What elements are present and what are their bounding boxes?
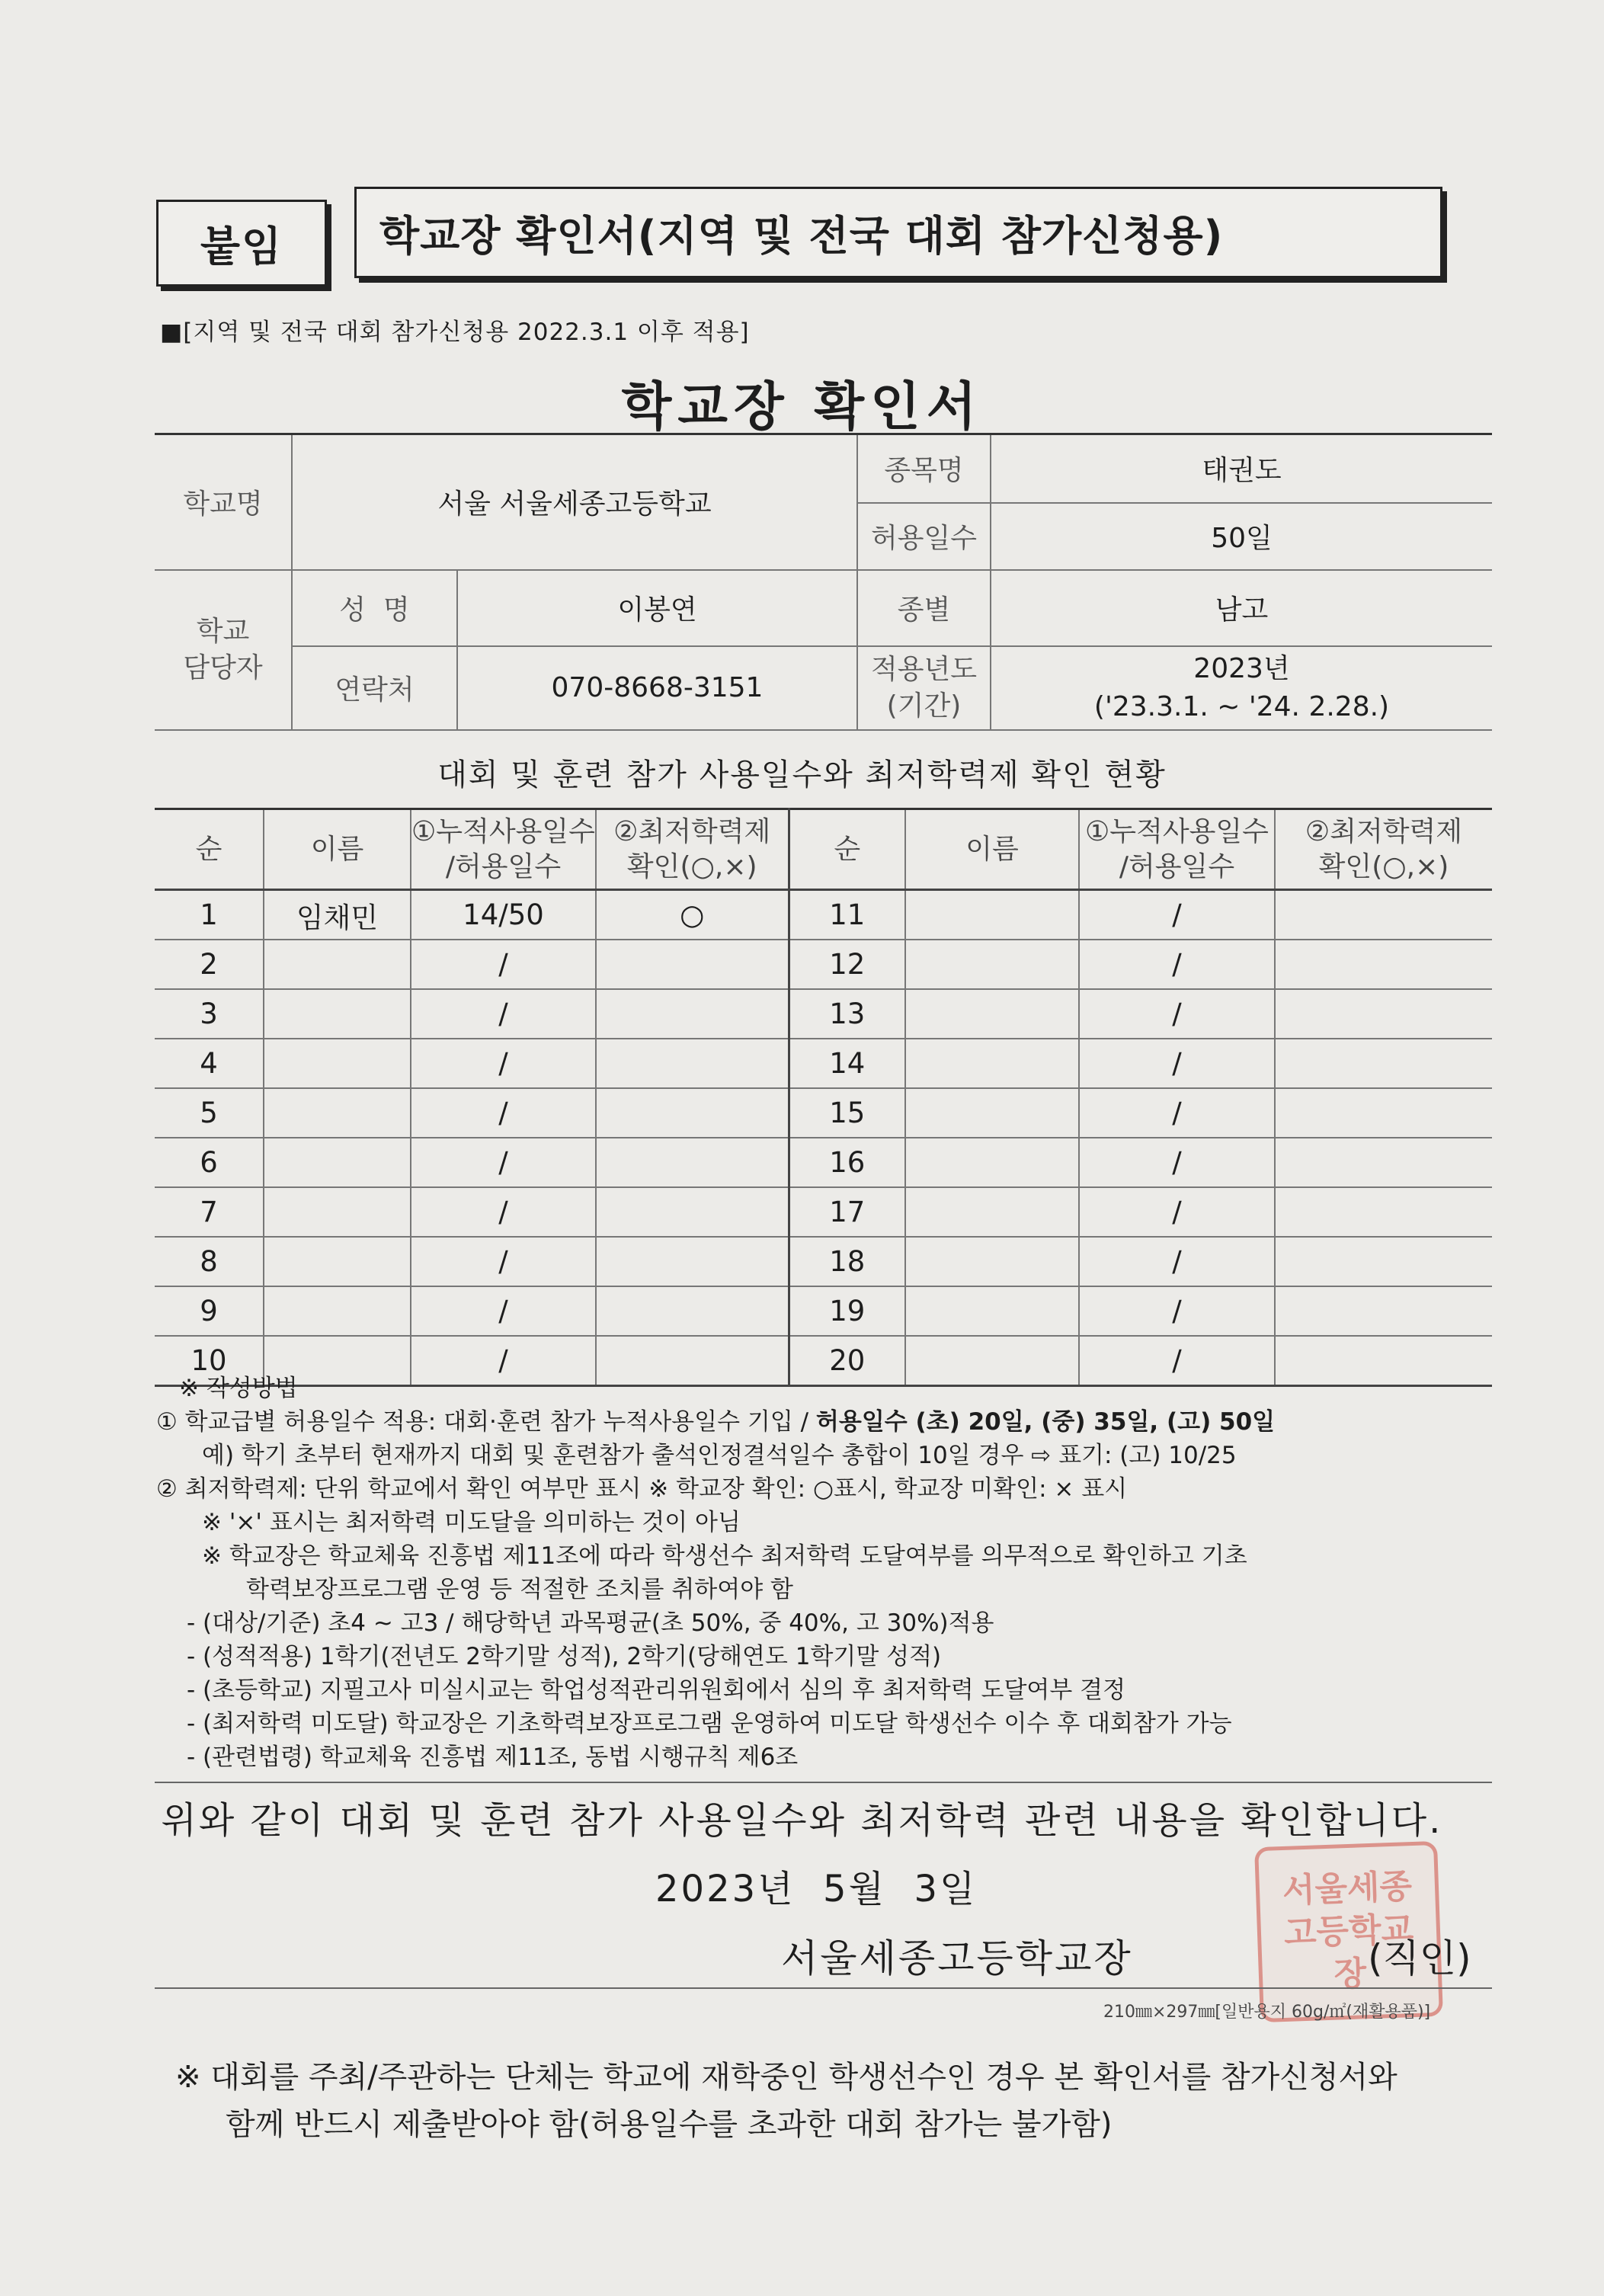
row-name	[264, 1088, 411, 1138]
divider-line-bottom	[155, 1987, 1492, 1989]
header-used-2-line2: /허용일수	[1119, 850, 1235, 882]
row-check	[596, 1039, 789, 1088]
form-title-box: 학교장 확인서(지역 및 전국 대회 참가신청용)	[354, 187, 1442, 278]
manager-label-line1: 학교	[196, 615, 250, 647]
table-row	[155, 1088, 1492, 1138]
row-name-2	[905, 1286, 1079, 1336]
header-check	[596, 809, 789, 890]
row-used-2: /	[1079, 1336, 1275, 1386]
year-value-period: ('23.3.1. ~ '24. 2.28.)	[1093, 690, 1390, 722]
row-used-2: /	[1079, 940, 1275, 989]
header-used-2	[1079, 809, 1275, 890]
row-check-2	[1275, 1039, 1492, 1088]
year-label-line2: (기간)	[886, 690, 962, 722]
row-used-2: /	[1079, 1237, 1275, 1286]
row-no-2: 11	[789, 890, 905, 940]
divider-line	[155, 1782, 1492, 1783]
row-name	[264, 989, 411, 1039]
row-no: 1	[155, 890, 264, 940]
row-check	[596, 1088, 789, 1138]
instruction-detail-1: - (대상/기준) 초4 ~ 고3 / 해당학년 과목평균(초 50%, 중 40%, 고 30%)적용	[187, 1609, 994, 1637]
instruction-line-5: ※ 학교장은 학교체육 진흥법 제11조에 따라 학생선수 최저학력 도달여부를 의무적으로 확인하고 기초	[202, 1542, 1247, 1570]
row-used: /	[411, 1286, 596, 1336]
row-check-2	[1275, 1138, 1492, 1187]
row-used: /	[411, 1237, 596, 1286]
row-no-2: 14	[789, 1039, 905, 1088]
row-name	[264, 1286, 411, 1336]
row-no-2: 12	[789, 940, 905, 989]
row-no: 2	[155, 940, 264, 989]
document-title: 학교장 확인서	[621, 377, 983, 437]
row-used-2: /	[1079, 989, 1275, 1039]
instruction-detail-4: - (최저학력 미도달) 학교장은 기초학력보장프로그램 운영하여 미도달 학생선수 이수 후 대회참가 가능	[187, 1710, 1232, 1737]
row-no-2: 18	[789, 1237, 905, 1286]
instruction-detail-5: - (관련법령) 학교체육 진흥법 제11조, 동법 시행규칙 제6조	[187, 1744, 799, 1771]
instruction-line-6: 학력보장프로그램 운영 등 적절한 조치를 취하여야 함	[246, 1576, 793, 1603]
allowed-days-value: 50일	[991, 503, 1492, 570]
table-row	[155, 890, 1492, 940]
seal-text: 서울세종고등학교장	[1282, 1867, 1414, 1994]
row-no-2: 19	[789, 1286, 905, 1336]
manager-label-line2: 담당자	[183, 652, 263, 684]
table-row	[155, 1187, 1492, 1237]
year-value	[991, 646, 1492, 730]
sport-label: 종목명	[857, 434, 991, 503]
header-check-2-line2: 확인(○,×)	[1318, 850, 1449, 882]
row-name-2	[905, 1039, 1079, 1088]
attachment-tag: 붙임	[156, 200, 327, 287]
row-check-2	[1275, 1187, 1492, 1237]
header-used-2-line1: ①누적사용일수	[1085, 815, 1269, 847]
row-used: /	[411, 1187, 596, 1237]
instruction-line-1a: ① 학교급별 허용일수 적용: 대회·훈련 참가 누적사용일수 기입 /	[156, 1408, 816, 1436]
row-no: 4	[155, 1039, 264, 1088]
header-name-2: 이름	[905, 809, 1079, 890]
table-row	[155, 1138, 1492, 1187]
confirmation-date: 2023년 5월 3일	[655, 1868, 978, 1910]
instruction-line-1	[156, 1405, 1497, 1439]
instruction-detail-3: - (초등학교) 지필고사 미실시교는 학업성적관리위원회에서 심의 후 최저학력 도달여부 결정	[187, 1676, 1126, 1704]
school-name-value: 서울 서울세종고등학교	[292, 434, 857, 570]
footer-note	[175, 2054, 1397, 2148]
row-used: /	[411, 940, 596, 989]
school-name-label: 학교명	[155, 434, 292, 570]
row-used: /	[411, 1039, 596, 1088]
gender-value: 남고	[991, 570, 1492, 646]
row-no: 9	[155, 1286, 264, 1336]
header-check-line2: 확인(○,×)	[626, 850, 757, 882]
row-used: /	[411, 1088, 596, 1138]
manager-label	[155, 570, 292, 730]
usage-table-header	[155, 809, 1492, 890]
row-used-2: /	[1079, 1039, 1275, 1088]
row-check-2	[1275, 989, 1492, 1039]
row-used: /	[411, 989, 596, 1039]
year-label	[857, 646, 991, 730]
instruction-line-1b: 허용일수 (초) 20일, (중) 35일, (고) 50일	[815, 1408, 1276, 1436]
row-no: 6	[155, 1138, 264, 1187]
person-name-label: 성 명	[292, 570, 457, 646]
paper-spec-note: 210㎜×297㎜[일반용지 60g/㎡(재활용품)]	[1103, 2003, 1431, 2022]
table-row	[155, 989, 1492, 1039]
row-name-2	[905, 890, 1079, 940]
year-label-line1: 적용년도	[870, 653, 978, 685]
row-no-2: 16	[789, 1138, 905, 1187]
row-used: /	[411, 1336, 596, 1386]
row-no: 3	[155, 989, 264, 1039]
row-no: 5	[155, 1088, 264, 1138]
row-name-2	[905, 1138, 1079, 1187]
row-name-2	[905, 940, 1079, 989]
usage-table	[155, 808, 1492, 1387]
row-name	[264, 1187, 411, 1237]
row-name-2	[905, 1187, 1079, 1237]
row-used: /	[411, 1138, 596, 1187]
row-no-2: 17	[789, 1187, 905, 1237]
row-no: 10	[155, 1336, 264, 1386]
row-check-2	[1275, 940, 1492, 989]
principal-signature: 서울세종고등학교장	[781, 1936, 1133, 1981]
contact-label: 연락처	[292, 646, 457, 730]
gender-label: 종별	[857, 570, 991, 646]
footer-line-1: ※ 대회를 주최/주관하는 단체는 학교에 재학중인 학생선수인 경우 본 확인서를 참가신청서와	[175, 2060, 1397, 2095]
row-check	[596, 1138, 789, 1187]
row-check	[596, 989, 789, 1039]
row-name	[264, 940, 411, 989]
seal-label: (직인)	[1368, 1936, 1471, 1981]
row-check: ○	[596, 890, 789, 940]
contact-value: 070-8668-3151	[457, 646, 857, 730]
applicable-note: ■[지역 및 전국 대회 참가신청용 2022.3.1 이후 적용]	[160, 319, 750, 346]
sport-value: 태권도	[991, 434, 1492, 503]
row-no: 8	[155, 1237, 264, 1286]
header-check-2	[1275, 809, 1492, 890]
school-info-table	[155, 433, 1492, 731]
instruction-line-3: ② 최저학력제: 단위 학교에서 확인 여부만 표시 ※ 학교장 확인: ○표시, 학교장 미확인: × 표시	[156, 1475, 1128, 1503]
header-no-2: 순	[789, 809, 905, 890]
row-used-2: /	[1079, 1138, 1275, 1187]
row-check	[596, 1237, 789, 1286]
row-used-2: /	[1079, 890, 1275, 940]
header-no: 순	[155, 809, 264, 890]
instructions-heading: ※ 작성방법	[179, 1375, 298, 1402]
header-check-line1: ②최저학력제	[613, 815, 771, 847]
header-name: 이름	[264, 809, 411, 890]
row-name-2	[905, 989, 1079, 1039]
person-name-value: 이봉연	[457, 570, 857, 646]
row-name-2	[905, 1237, 1079, 1286]
row-used: 14/50	[411, 890, 596, 940]
row-name-2	[905, 1088, 1079, 1138]
row-name	[264, 1237, 411, 1286]
header-check-2-line1: ②최저학력제	[1305, 815, 1463, 847]
row-check	[596, 940, 789, 989]
row-used-2: /	[1079, 1088, 1275, 1138]
row-check	[596, 1286, 789, 1336]
confirmation-statement: 위와 같이 대회 및 훈련 참가 사용일수와 최저학력 관련 내용을 확인합니다.	[161, 1799, 1443, 1842]
row-name	[264, 1138, 411, 1187]
row-no-2: 20	[789, 1336, 905, 1386]
row-used-2: /	[1079, 1286, 1275, 1336]
row-name: 임채민	[264, 890, 411, 940]
row-check-2	[1275, 1286, 1492, 1336]
table-row	[155, 940, 1492, 989]
instruction-line-4: ※ '×' 표시는 최저학력 미도달을 의미하는 것이 아님	[202, 1509, 741, 1536]
row-no-2: 15	[789, 1088, 905, 1138]
header-used-line1: ①누적사용일수	[411, 815, 595, 847]
footer-line-2: 함께 반드시 제출받아야 함(허용일수를 초과한 대회 참가는 불가함)	[226, 2107, 1113, 2142]
year-value-year: 2023년	[1193, 652, 1290, 684]
instructions	[156, 1372, 1497, 1774]
row-used-2: /	[1079, 1187, 1275, 1237]
allowed-days-label: 허용일수	[857, 503, 991, 570]
table-row	[155, 1286, 1492, 1336]
instruction-detail-2: - (성적적용) 1학기(전년도 2학기말 성적), 2학기(당해연도 1학기말 성적)	[187, 1643, 942, 1670]
usage-section-title: 대회 및 훈련 참가 사용일수와 최저학력제 확인 현황	[437, 757, 1167, 793]
row-check-2	[1275, 890, 1492, 940]
row-check-2	[1275, 1237, 1492, 1286]
row-check	[596, 1187, 789, 1237]
row-check-2	[1275, 1088, 1492, 1138]
table-row	[155, 1237, 1492, 1286]
row-name	[264, 1039, 411, 1088]
table-row	[155, 1039, 1492, 1088]
header-used	[411, 809, 596, 890]
row-no-2: 13	[789, 989, 905, 1039]
instruction-line-2: 예) 학기 초부터 현재까지 대회 및 훈련참가 출석인정결석일수 총합이 10일 경우 ⇨ 표기: (고) 10/25	[202, 1442, 1237, 1469]
row-no: 7	[155, 1187, 264, 1237]
header-used-line2: /허용일수	[445, 850, 562, 882]
